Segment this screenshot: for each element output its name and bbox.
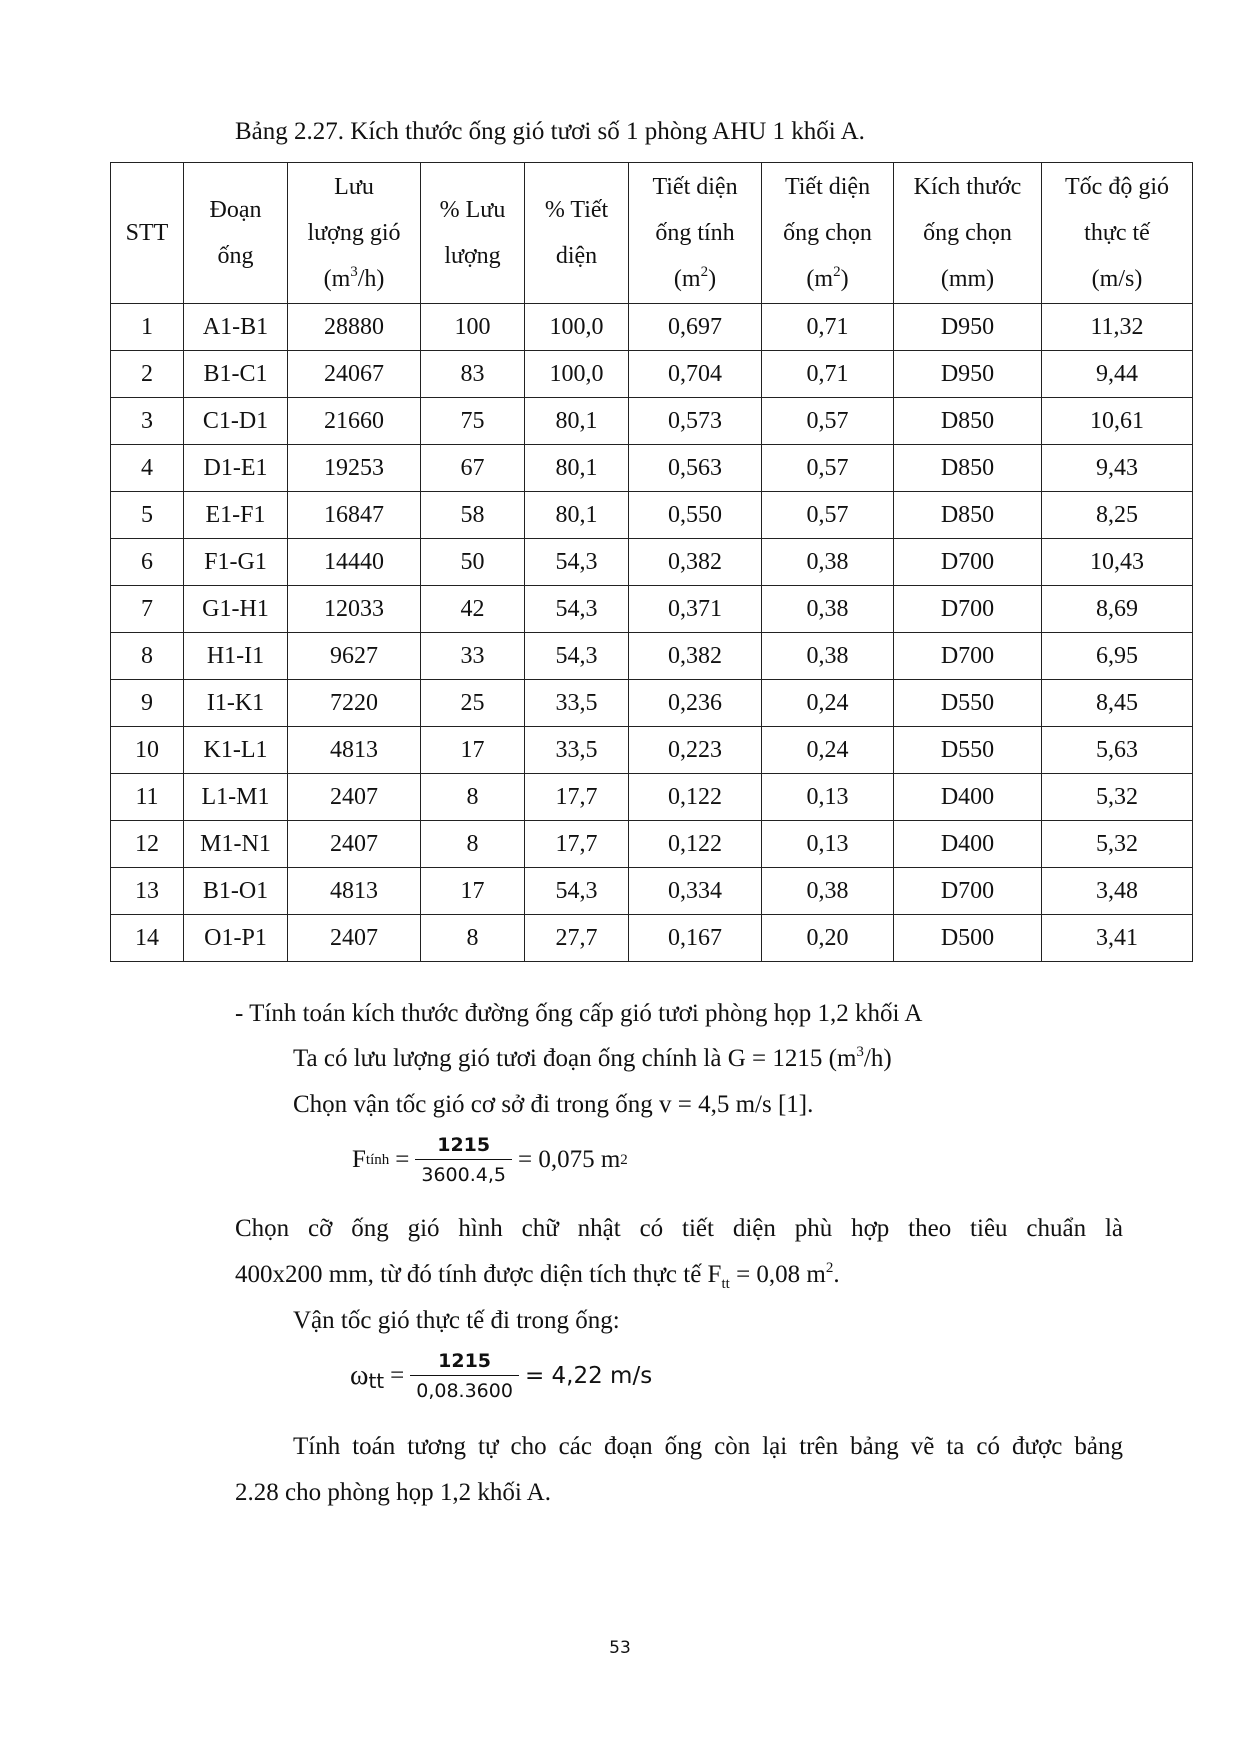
table-cell: 2407 (288, 774, 421, 821)
table-cell: 9,43 (1042, 445, 1193, 492)
fraction: $\frac{1215}{0,08.3600}$ (410, 1350, 519, 1402)
table-cell: D850 (894, 445, 1042, 492)
table-cell: 0,38 (762, 633, 894, 680)
table-cell: D850 (894, 492, 1042, 539)
formula-calc-section: F tính = $\frac{1215}{3600.4,5}$ = 0,075 m 2 (352, 1134, 628, 1186)
table-cell: D700 (894, 586, 1042, 633)
table-cell: 17 (421, 868, 525, 915)
table-cell: 6 (111, 539, 184, 586)
table-cell: 0,371 (629, 586, 762, 633)
table-row (111, 774, 1193, 821)
table-cell: 8 (421, 774, 525, 821)
duct-size-table (110, 162, 1193, 962)
table-cell: 19253 (288, 445, 421, 492)
table-cell: 0,122 (629, 774, 762, 821)
table-cell: 0,38 (762, 586, 894, 633)
table-cell: 33 (421, 633, 525, 680)
table-row (111, 492, 1193, 539)
table-cell: 0,223 (629, 727, 762, 774)
table-cell: K1-L1 (184, 727, 288, 774)
table-cell: 80,1 (525, 492, 629, 539)
paragraph-main-airflow: Ta có lưu lượng gió tươi đoạn ống chính là G = 1215 $(m^3/h)$ (293, 1044, 892, 1072)
table-cell: 8,69 (1042, 586, 1193, 633)
table-cell: D400 (894, 774, 1042, 821)
table-cell: 100,0 (525, 304, 629, 351)
table-cell: D950 (894, 351, 1042, 398)
table-cell: 7 (111, 586, 184, 633)
table-row (111, 727, 1193, 774)
table-row (111, 633, 1193, 680)
table-cell: 6,95 (1042, 633, 1193, 680)
table-cell: O1-P1 (184, 915, 288, 962)
table-cell: 54,3 (525, 868, 629, 915)
header-airflow-percent: % Lưu lượng (421, 163, 525, 304)
table-cell: 0,24 (762, 680, 894, 727)
table-cell: 11,32 (1042, 304, 1193, 351)
table-cell: 4813 (288, 727, 421, 774)
table-cell: D950 (894, 304, 1042, 351)
header-actual-velocity: Tốc độ gió thực tế (m/s) (1042, 163, 1193, 304)
table-cell: 9627 (288, 633, 421, 680)
table-cell: I1-K1 (184, 680, 288, 727)
table-cell: 8,25 (1042, 492, 1193, 539)
table-cell: D1-E1 (184, 445, 288, 492)
table-cell: 54,3 (525, 586, 629, 633)
table-cell: 4 (111, 445, 184, 492)
table-cell: 12033 (288, 586, 421, 633)
table-cell: 4813 (288, 868, 421, 915)
table-cell: 3,48 (1042, 868, 1193, 915)
table-cell: E1-F1 (184, 492, 288, 539)
header-chosen-section: Tiết diện ống chọn $(m^2)$ (762, 163, 894, 304)
table-cell: 0,167 (629, 915, 762, 962)
table-cell: 33,5 (525, 680, 629, 727)
paragraph-summary-line1: Tính toán tương tự cho các đoạn ống còn lại trên bảng vẽ ta có được bảng (293, 1433, 1123, 1460)
table-cell: 9 (111, 680, 184, 727)
table-cell: 0,697 (629, 304, 762, 351)
table-cell: 2407 (288, 915, 421, 962)
header-segment: Đoạn ống (184, 163, 288, 304)
table-cell: 12 (111, 821, 184, 868)
table-cell: 8,45 (1042, 680, 1193, 727)
table-cell: D700 (894, 868, 1042, 915)
table-cell: 17,7 (525, 821, 629, 868)
table-cell: C1-D1 (184, 398, 288, 445)
table-row (111, 868, 1193, 915)
table-cell: 8 (421, 821, 525, 868)
table-cell: 0,57 (762, 492, 894, 539)
table-row (111, 821, 1193, 868)
table-cell: 33,5 (525, 727, 629, 774)
table-cell: B1-C1 (184, 351, 288, 398)
table-cell: 13 (111, 868, 184, 915)
table-cell: B1-O1 (184, 868, 288, 915)
table-row (111, 915, 1193, 962)
table-cell: 7220 (288, 680, 421, 727)
table-cell: 5,63 (1042, 727, 1193, 774)
table-cell: 8 (421, 915, 525, 962)
table-row (111, 304, 1193, 351)
paragraph-base-velocity: Chọn vận tốc gió cơ sở đi trong ống v = 4,5 m/s [1]. (293, 1091, 814, 1118)
formula-actual-velocity: ω tt = $\frac{1215}{0,08.3600}$ = 4,22 m/s (350, 1350, 653, 1402)
table-header (111, 163, 1193, 304)
table-cell: 2 (111, 351, 184, 398)
table-cell: 11 (111, 774, 184, 821)
table-row (111, 539, 1193, 586)
table-cell: 100 (421, 304, 525, 351)
table-caption: Bảng 2.27. Kích thước ống gió tươi số 1 phòng AHU 1 khối A. (235, 118, 865, 145)
table-cell: L1-M1 (184, 774, 288, 821)
table-cell: 0,550 (629, 492, 762, 539)
table-cell: 3 (111, 398, 184, 445)
table-cell: 0,573 (629, 398, 762, 445)
table-cell: 27,7 (525, 915, 629, 962)
table-cell: D850 (894, 398, 1042, 445)
table-cell: G1-H1 (184, 586, 288, 633)
header-section-percent: % Tiết diện (525, 163, 629, 304)
table-cell: 0,71 (762, 351, 894, 398)
table-cell: 0,71 (762, 304, 894, 351)
table-cell: 14440 (288, 539, 421, 586)
table-cell: 0,704 (629, 351, 762, 398)
table-row (111, 680, 1193, 727)
table-cell: 0,334 (629, 868, 762, 915)
table-cell: 67 (421, 445, 525, 492)
fraction: $\frac{1215}{3600.4,5}$ (415, 1134, 512, 1186)
table-cell: 10,43 (1042, 539, 1193, 586)
table-cell: 0,236 (629, 680, 762, 727)
table-row (111, 586, 1193, 633)
table-cell: 0,38 (762, 539, 894, 586)
paragraph-task: - Tính toán kích thước đường ống cấp gió tươi phòng họp 1,2 khối A (235, 1000, 923, 1027)
table-cell: H1-I1 (184, 633, 288, 680)
table-cell: 0,382 (629, 539, 762, 586)
table-cell: F1-G1 (184, 539, 288, 586)
table-cell: 0,13 (762, 774, 894, 821)
paragraph-actual-velocity: Vận tốc gió thực tế đi trong ống: (293, 1307, 620, 1334)
table-cell: 0,13 (762, 821, 894, 868)
table-cell: 0,382 (629, 633, 762, 680)
table-cell: D700 (894, 539, 1042, 586)
table-row (111, 351, 1193, 398)
table-cell: D700 (894, 633, 1042, 680)
table-body (111, 304, 1193, 962)
table-cell: 3,41 (1042, 915, 1193, 962)
table-cell: 0,57 (762, 445, 894, 492)
table-cell: 0,563 (629, 445, 762, 492)
table-cell: 21660 (288, 398, 421, 445)
paragraph-summary-line2: 2.28 cho phòng họp 1,2 khối A. (235, 1479, 551, 1506)
table-cell: 0,122 (629, 821, 762, 868)
table-cell: 2407 (288, 821, 421, 868)
table-cell: 10 (111, 727, 184, 774)
table-cell: M1-N1 (184, 821, 288, 868)
table-cell: 17 (421, 727, 525, 774)
table-cell: 5 (111, 492, 184, 539)
header-chosen-size: Kích thước ống chọn (mm) (894, 163, 1042, 304)
table-cell: 5,32 (1042, 774, 1193, 821)
table-cell: D500 (894, 915, 1042, 962)
paragraph-duct-choice-line2: 400x200 mm, từ đó tính được diện tích thực tế $F_{tt} = 0,08$ $m^2$. (235, 1260, 840, 1292)
table-cell: 75 (421, 398, 525, 445)
table-cell: 24067 (288, 351, 421, 398)
header-airflow: Lưu lượng gió $(m^3/h)$ (288, 163, 421, 304)
table-cell: 28880 (288, 304, 421, 351)
table-cell: 8 (111, 633, 184, 680)
table-cell: 16847 (288, 492, 421, 539)
table-row (111, 445, 1193, 492)
table-cell: 80,1 (525, 445, 629, 492)
table-cell: 54,3 (525, 633, 629, 680)
table-cell: 9,44 (1042, 351, 1193, 398)
table-cell: 80,1 (525, 398, 629, 445)
table-cell: 0,20 (762, 915, 894, 962)
table-cell: 0,57 (762, 398, 894, 445)
page-number: 53 (609, 1638, 631, 1658)
table-cell: 5,32 (1042, 821, 1193, 868)
table-cell: 14 (111, 915, 184, 962)
table-cell: 1 (111, 304, 184, 351)
table-cell: 100,0 (525, 351, 629, 398)
table-cell: 17,7 (525, 774, 629, 821)
table-cell: D550 (894, 680, 1042, 727)
header-calc-section: Tiết diện ống tính $(m^2)$ (629, 163, 762, 304)
table-cell: 0,24 (762, 727, 894, 774)
table-cell: A1-B1 (184, 304, 288, 351)
paragraph-duct-choice-line1: Chọn cỡ ống gió hình chữ nhật có tiết diện phù hợp theo tiêu chuẩn là (235, 1215, 1123, 1242)
table-cell: 0,38 (762, 868, 894, 915)
table-cell: 50 (421, 539, 525, 586)
table-cell: 58 (421, 492, 525, 539)
table-cell: 10,61 (1042, 398, 1193, 445)
table-cell: 54,3 (525, 539, 629, 586)
header-stt: STT (111, 163, 184, 304)
table-cell: D400 (894, 821, 1042, 868)
table-cell: 42 (421, 586, 525, 633)
table-cell: 83 (421, 351, 525, 398)
table-cell: D550 (894, 727, 1042, 774)
table-row (111, 398, 1193, 445)
table-cell: 25 (421, 680, 525, 727)
